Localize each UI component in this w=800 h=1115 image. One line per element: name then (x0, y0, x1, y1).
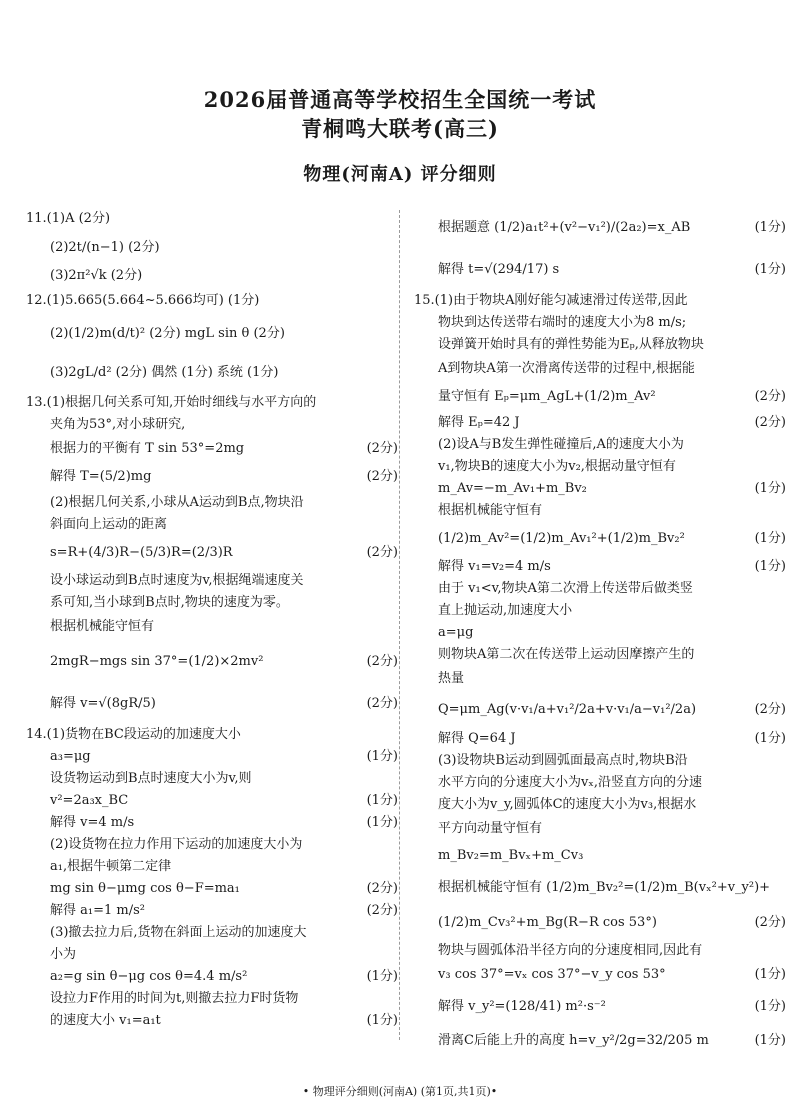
answer-text: 根据机械能守恒有 (438, 503, 543, 518)
answer-line (26, 288, 398, 314)
score-label: (1分) (754, 220, 786, 235)
answer-line (26, 812, 398, 834)
answer-line (414, 644, 786, 666)
answer-text: 解得 t=√(294/17) s (438, 262, 560, 277)
answer-text: A到物块A第一次滑离传送带的过程中,根据能 (438, 361, 695, 376)
answer-text: 的速度大小 v₁=a₁t (50, 1013, 161, 1028)
answer-text: v₃ cos 37°=vₓ cos 37°−v_y cos 53° (438, 967, 666, 982)
answer-text: 设拉力F作用的时间为t,则撤去拉力F时货物 (50, 991, 299, 1006)
answer-line (26, 1010, 398, 1032)
answer-line (26, 684, 398, 724)
answer-text: s=R+(4/3)R−(5/3)R=(2/3)R (50, 545, 233, 560)
answer-line (414, 522, 786, 556)
answer-line (26, 462, 398, 492)
answer-line (26, 966, 398, 988)
answer-line (414, 382, 786, 412)
answer-text: 解得 v=√(8gR/5) (50, 696, 156, 711)
answer-text: 13.(1)根据几何关系可知,开始时细线与水平方向的 (26, 395, 317, 410)
answer-line (414, 666, 786, 692)
score-label: (1分) (754, 967, 786, 982)
answer-line (414, 842, 786, 870)
answer-text: (1/2)m_Av²=(1/2)m_Av₁²+(1/2)m_Bv₂² (438, 531, 685, 546)
score-label: (1分) (366, 749, 398, 764)
answer-line (26, 536, 398, 570)
answer-text: a=μg (438, 625, 474, 640)
answer-text: (2)2t/(n−1) (2分) (50, 240, 160, 255)
answer-text: 解得 Eₚ=42 J (438, 415, 520, 430)
answer-text: 根据题意 (1/2)a₁t²+(v²−v₁²)/(2a₂)=x_AB (438, 220, 691, 235)
answer-text: a₁,根据牛顿第二定律 (50, 859, 172, 874)
answer-line (414, 412, 786, 434)
score-label: (2分) (754, 915, 786, 930)
answer-text: 设货物运动到B点时速度大小为v,则 (50, 771, 252, 786)
answer-text: a₂=g sin θ−μg cos θ=4.4 m/s² (50, 969, 248, 984)
answer-line (26, 724, 398, 746)
answer-text: 物块与圆弧体沿半径方向的分速度相同,因此有 (438, 943, 703, 958)
answer-line (26, 746, 398, 768)
answer-text: v₁,物块B的速度大小为v₂,根据动量守恒有 (438, 459, 676, 474)
answer-text: (2)设A与B发生弹性碰撞后,A的速度大小为 (438, 437, 684, 452)
score-label: (2分) (366, 441, 398, 456)
answer-text: 解得 v₁=v₂=4 m/s (438, 559, 551, 574)
answer-line (26, 414, 398, 436)
score-label: (1分) (366, 793, 398, 808)
answer-text: 水平方向的分速度大小为vₓ,沿竖直方向的分速 (438, 775, 702, 790)
answer-text: 设小球运动到B点时速度为v,根据绳端速度关 (50, 573, 304, 588)
answer-text: 解得 T=(5/2)mg (50, 469, 152, 484)
answer-line (26, 790, 398, 812)
left-column (26, 206, 398, 1032)
answer-line (414, 962, 786, 988)
answer-line (26, 206, 398, 232)
answer-text: 解得 v_y²=(128/41) m²·s⁻² (438, 999, 606, 1014)
answer-line (414, 772, 786, 794)
score-label: (1分) (754, 262, 786, 277)
score-label: (1分) (754, 531, 786, 546)
answer-line (414, 988, 786, 1026)
exam-title: 2026届普通高等学校招生全国统一考试 (203, 87, 597, 112)
answer-text: 平方向动量守恒有 (438, 821, 543, 836)
answer-line (414, 556, 786, 578)
answer-line (414, 692, 786, 728)
answer-line (414, 356, 786, 382)
answer-text: (3)2gL/d² (2分) 偶然 (1分) 系统 (1分) (50, 365, 279, 380)
answer-text: 2mgR−mgs sin 37°=(1/2)×2mv² (50, 654, 264, 669)
answer-line (414, 206, 786, 250)
answer-line (414, 478, 786, 500)
answer-line (26, 264, 398, 288)
score-label: (2分) (366, 654, 398, 669)
answer-text: 量守恒有 Eₚ=μm_AgL+(1/2)m_Av² (438, 389, 656, 404)
answer-line (414, 434, 786, 456)
answer-text: (2)设货物在拉力作用下运动的加速度大小为 (50, 837, 303, 852)
answer-line (414, 906, 786, 940)
score-label: (2分) (366, 903, 398, 918)
answer-text: 滑离C后能上升的高度 h=v_y²/2g=32/205 m (438, 1033, 709, 1048)
answer-text: 则物块A第二次在传送带上运动因摩擦产生的 (438, 647, 695, 662)
answer-line (26, 354, 398, 392)
answer-text: 夹角为53°,对小球研究, (50, 417, 186, 432)
answer-text: 12.(1)5.665(5.664~5.666均可) (1分) (26, 293, 260, 308)
right-column (414, 206, 786, 1056)
answer-line (26, 944, 398, 966)
answer-text: 根据力的平衡有 T sin 53°=2mg (50, 441, 245, 456)
score-label: (2分) (754, 389, 786, 404)
answer-text: (1/2)m_Cv₃²+m_Bg(R−R cos 53°) (438, 915, 657, 930)
answer-text: 设弹簧开始时具有的弹性势能为Eₚ,从释放物块 (438, 337, 704, 352)
answer-line (26, 856, 398, 878)
answer-text: 解得 a₁=1 m/s² (50, 903, 145, 918)
answer-text: 14.(1)货物在BC段运动的加速度大小 (26, 727, 241, 742)
answer-line (26, 232, 398, 264)
answer-text: 解得 Q=64 J (438, 731, 516, 746)
answer-text: 斜面向上运动的距离 (50, 517, 168, 532)
answer-line (414, 750, 786, 772)
answer-line (26, 570, 398, 592)
answer-line (414, 1026, 786, 1056)
answer-line (414, 578, 786, 600)
answer-line (26, 922, 398, 944)
exam-subtitle: 青桐鸣大联考(高三) (301, 116, 499, 141)
answer-line (26, 834, 398, 856)
answer-line (414, 600, 786, 622)
answer-line (414, 816, 786, 842)
answer-text: (3)设物块B运动到圆弧面最高点时,物块B沿 (438, 753, 688, 768)
answer-line (414, 794, 786, 816)
answer-text: 小为 (50, 947, 77, 962)
answer-line (414, 312, 786, 334)
answer-text: mg sin θ−μmg cos θ−F=ma₁ (50, 881, 240, 896)
answer-line (26, 592, 398, 614)
answer-text: 物块到达传送带右端时的速度大小为8 m/s; (438, 315, 687, 330)
answer-line (414, 500, 786, 522)
answer-line (26, 768, 398, 790)
answer-text: Q=μm_Ag(v·v₁/a+v₁²/2a+v·v₁/a−v₁²/2a) (438, 702, 697, 717)
answer-text: 根据机械能守恒有 (50, 619, 155, 634)
answer-line (414, 728, 786, 750)
answer-text: m_Av=−m_Av₁+m_Bv₂ (438, 481, 587, 496)
answer-text: 系可知,当小球到B点时,物块的速度为零。 (50, 595, 289, 610)
answer-text: (2)根据几何关系,小球从A运动到B点,物块沿 (50, 495, 304, 510)
answer-line (26, 492, 398, 514)
score-label: (2分) (366, 545, 398, 560)
answer-line (26, 878, 398, 900)
answer-text: (3)撤去拉力后,货物在斜面上运动的加速度大 (50, 925, 307, 940)
score-label: (2分) (366, 696, 398, 711)
column-divider (399, 210, 400, 1040)
answer-text: 度大小为v_y,圆弧体C的速度大小为v₃,根据水 (438, 797, 697, 812)
answer-line (26, 640, 398, 684)
answer-line (26, 900, 398, 922)
answer-text: 热量 (438, 671, 465, 686)
score-label: (1分) (366, 969, 398, 984)
answer-line (414, 622, 786, 644)
answer-line (414, 870, 786, 906)
answer-text: (2)(1/2)m(d/t)² (2分) mgL sin θ (2分) (50, 326, 285, 341)
answer-line (414, 334, 786, 356)
score-label: (2分) (754, 415, 786, 430)
answer-text: 解得 v=4 m/s (50, 815, 135, 830)
answer-line (26, 392, 398, 414)
score-label: (1分) (754, 559, 786, 574)
answer-line (414, 940, 786, 962)
answer-text: 直上抛运动,加速度大小 (438, 603, 573, 618)
answer-line (26, 514, 398, 536)
score-label: (1分) (754, 481, 786, 496)
answer-line (414, 250, 786, 290)
answer-text: 11.(1)A (2分) (26, 211, 111, 226)
answer-line (26, 988, 398, 1010)
page-footer: • 物理评分细则(河南A) (第1页,共1页)• (302, 1085, 498, 1098)
score-label: (1分) (366, 1013, 398, 1028)
answer-line (26, 314, 398, 354)
answer-line (414, 456, 786, 478)
answer-line (26, 436, 398, 462)
answer-line (26, 614, 398, 640)
answer-line (414, 290, 786, 312)
answer-text: 根据机械能守恒有 (1/2)m_Bv₂²=(1/2)m_B(vₓ²+v_y²)+ (438, 880, 771, 895)
answer-text: (3)2π²√k (2分) (50, 268, 143, 283)
score-label: (2分) (366, 881, 398, 896)
answer-text: a₃=μg (50, 749, 91, 764)
answer-text: 由于 v₁<v,物块A第二次滑上传送带后做类竖 (438, 581, 693, 596)
score-label: (1分) (366, 815, 398, 830)
answer-text: v²=2a₃x_BC (50, 793, 129, 808)
answer-text: m_Bv₂=m_Bvₓ+m_Cv₃ (438, 848, 584, 863)
score-label: (1分) (754, 1033, 786, 1048)
score-label: (1分) (754, 999, 786, 1014)
score-label: (2分) (754, 702, 786, 717)
score-label: (2分) (366, 469, 398, 484)
score-label: (1分) (754, 731, 786, 746)
answer-text: 15.(1)由于物块A刚好能匀减速滑过传送带,因此 (414, 293, 688, 308)
document-title: 物理(河南A) 评分细则 (303, 164, 497, 185)
